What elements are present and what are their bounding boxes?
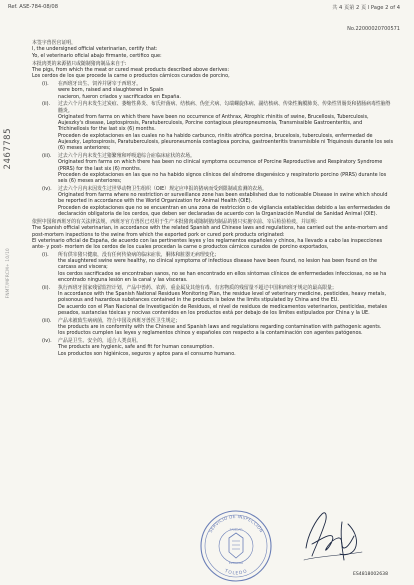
- condition-item-a1: [32, 81, 394, 100]
- seal-center-top-text: SANIDAD: [229, 527, 243, 532]
- seal-bottom-text: TOLEDO: [223, 569, 249, 577]
- item-number: (i).: [42, 81, 49, 88]
- item-line: los cerdos sacrificados se encontraban sanos, no se han encontrado en ellos síntomas clínicos de enfermedades infecciosas, no se ha encontrado ninguna lesión en la canal y las vísceras.: [58, 270, 387, 283]
- item-number: (iii).: [42, 317, 52, 324]
- inspection-item-b1: [32, 252, 394, 283]
- certificate-number: No.22000020700571: [347, 26, 400, 32]
- item-line: De acuerdo con el Plan Nacional de Investigación de Residuos, el nivel de residuos de medicamentos veterinarios, pesticidas, metales pesados, sustancias tóxicas y nocivas contenidos en los productos está por debajo de los límites estipulados por China y la UE.: [58, 303, 388, 316]
- item-line: Originated from farms where no restriction or surveillance zone has been established due to noticeable Disease in swine which should be reported in accordance with the World Organization for Animal Health (OIE).: [58, 192, 388, 205]
- item-line: In accordance with the Spanish National Residues Monitoring Plan, the residue level of veterinary medicine, pesticides, heavy metals, poisonous and hazardous substances contained in the products is below the limits stipulated by China and the EU.: [58, 291, 387, 304]
- item-line: The products are hygienic, safe and fit for human consumption.: [58, 344, 215, 351]
- item-number: (ii).: [42, 284, 51, 291]
- intro-line: 本签字兽医官证明，: [32, 40, 77, 46]
- intro-line: 本批肉类的来源猪只或随制猪肉制品来自于:: [32, 60, 127, 67]
- item-line: 执行西班牙国家残留监控计划，产品中兽药、农药、重金属及其他有毒、有害物质的残留量不超过中国和西班牙规定的最高限量；: [58, 284, 337, 291]
- inspection-item-b2: [32, 285, 394, 316]
- item-line: Originated from farms on which there has been no clinical symptoms occurrence of Porcine Reproductive and Respiratory Syndrome (PRRS) for the last six (6) months.: [58, 159, 383, 172]
- item-line: Los productos son higiénicos, seguros y aptos para el consumo humano.: [58, 350, 236, 357]
- item-line: Originated from farms on which there have been no occurrence of Anthrax, Atrophic rhinitis of swine, Brucellosis, Tuberculosis, Aujeszky's disease, Leptospirosis, Paratuberculosis, Porcine contagious pleuropneumonia, Transmissible Gastroenteritis, and Trichinellosis for the last six (6) months.: [58, 113, 369, 133]
- reference-number: Ref. ASE-784-08/08: [8, 4, 59, 10]
- inspection-item-b4: [32, 338, 394, 357]
- item-line: 在西班牙出生、饲养并屠宰于西班牙。: [58, 81, 142, 88]
- inspection-statement: [32, 219, 394, 250]
- item-line: nacieron, fueron criados y sacrificados en España.: [58, 93, 181, 100]
- side-serial-number: 2467785: [3, 128, 13, 170]
- page-indicator: 共 4 页第 2 页 l Page 2 of 4: [332, 5, 400, 11]
- item-number: (iii).: [42, 153, 52, 160]
- item-line: los productos cumplen las leyes y reglamentos chinos y españoles con respecto a la contaminación con agentes patógenos.: [58, 330, 363, 337]
- seal-center-bottom-text: EXTERIOR: [228, 561, 244, 565]
- item-line: 过去六个月内未因发生过世界动物卫生组织（OIE）规定应申报的猪病而受到限制或监测的农场。: [58, 185, 267, 192]
- side-print-label: FNMT/MFRCM+ 10/10: [5, 248, 10, 299]
- item-line: the slaughtered swine were healthy, no clinical symptoms of infectious disease have been found, no lesion has been found on the carcass and viscera;: [58, 258, 378, 271]
- condition-item-a4: [32, 186, 394, 217]
- item-number: (i).: [42, 251, 49, 258]
- item-line: the products are in conformity with the Chinese and Spanish laws and regulations regarding contamination with pathogenic agents.: [58, 323, 382, 330]
- item-line: Proceden de explotaciones en las que no ha habido signos clínicos del síndrome disgenésico y respiratorio porcino (PRRS) durante los seis (6) meses anteriores;: [58, 171, 387, 185]
- official-seal-stamp: [198, 508, 274, 584]
- item-number: (iv).: [42, 338, 52, 344]
- veterinarian-signature: [298, 504, 368, 570]
- inspection-item-b3: [32, 318, 394, 337]
- svg-text:TOLEDO: [223, 568, 248, 577]
- item-number: (iv).: [42, 185, 52, 192]
- intro-line: I, the undersigned official veterinarian, certify that:: [32, 46, 158, 53]
- item-line: 过去六个月内未发生过猪繁殖和呼吸道综合症临床症状的农场。: [58, 153, 195, 160]
- statement-line: The Spanish official veterinarian, in accordance with the related Spanish and Chinese laws and regulations, has carried out the ante-mortem and post-mortem inspections to the swine from which the exported pork or cured pork products originated:: [32, 225, 388, 238]
- seal-top-text: SERVICIO DE INSPECCIÓN: [207, 513, 265, 534]
- intro-block: [32, 40, 394, 80]
- item-line: were born, raised and slaughtered in Spain: [58, 87, 164, 94]
- certificate-body: [32, 40, 394, 357]
- statement-line: El veterinario oficial de España, de acuerdo con las pertinentes leyes y los reglamentos españoles y chinos, ha llevado a cabo las inspecciones ante- y post- mortem de los cerdos de los cuales procedan la carne o productos cárnicos curados de porcino exportados,: [32, 237, 383, 251]
- item-line: Proceden de explotaciones que no se encuentran en una zona de restricción o de vigilancia establecidas debido a las enfermedades de declaración obligatoria de los cerdos, que deben ser declaradas de acuerdo con la Organización Mundial de Sanidad Animal (OIE).: [58, 204, 391, 217]
- intro-line: Yo, el veterinario oficial abajo firmante, certifico que:: [32, 52, 162, 59]
- statement-line: 依照中国和西班牙的有关法律法规，西班牙官方兽医已对用于生产本批猪肉或随制猪肉制品的猪只实施宰前、宰后检验检疫，并证明：: [32, 219, 321, 226]
- condition-item-a3: [32, 153, 394, 184]
- intro-line: The pigs, from which the meat or cured meat products described above derives:: [32, 67, 230, 73]
- intro-line: Los cerdos de los que procede la carne o productos cárnicos curados de porcino,: [32, 73, 230, 80]
- item-line: 产品未被致生病病菌，符合中国及西班牙兽医卫生规定；: [58, 317, 181, 324]
- item-line: 所有供宰猪只健康，没有任何传染病的临床症状，胴体和脏器无病理变化；: [58, 251, 220, 258]
- item-line: 产品是卫生、安全的，适合人类食用。: [58, 338, 142, 344]
- item-number: (ii).: [42, 101, 51, 108]
- document-code: ES4818002638: [352, 572, 388, 577]
- condition-item-a2: [32, 101, 394, 151]
- item-line: 过去六个月内未发生过炭疽、萎缩性鼻炎、布氏杆菌病、结核病、伪狂犬病、勾端螺旋体病、副结核病、传染性胸膜肺炎、传染性胃肠炎和猪肠病毒性脑脊髓炎。: [58, 101, 391, 114]
- item-line: Proceden de explotaciones en las cuales no ha habido carbunco, rinitis atrófica porcina, brucelosis, tuberculosis, enfermedad de Aujeszky, Leptospirosis, Paratuberculosis, pleuroneumonía contagiosa porcina, gastroenteritis transmisible ni Triquinosis durante los seis (6) meses anteriores;: [58, 132, 394, 152]
